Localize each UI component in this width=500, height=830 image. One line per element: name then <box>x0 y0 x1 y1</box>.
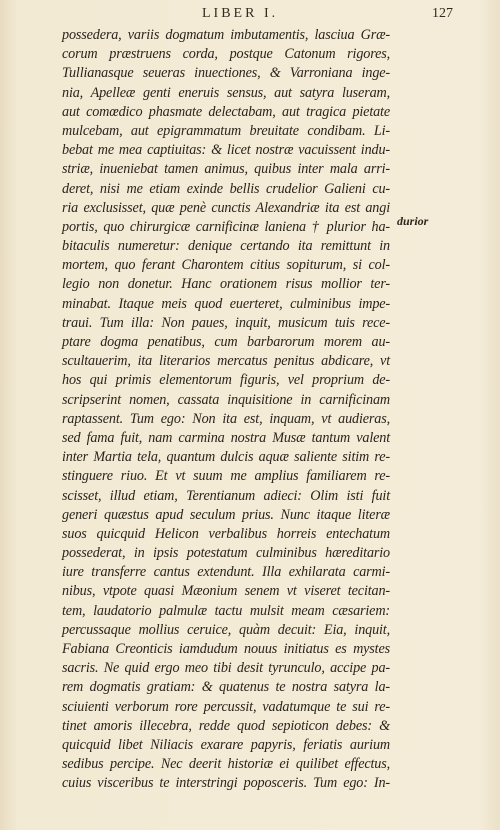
text-line: raptassent. Tum ego: Non ita est, inquam, vt audieras, <box>62 410 390 427</box>
text-line: nia, Apelleæ genti eneruis sensus, aut satyra luseram, <box>62 84 390 101</box>
text-line: mulcebam, aut epigrammatum breuitate condibam. Li- <box>62 122 390 139</box>
text-line: rem dogmatis gratiam: & quatenus te nostra satyra la- <box>62 679 390 696</box>
text-line: Tullianasque seueras inuectiones, & Varroniana inge- <box>62 65 390 82</box>
text-line: possedera, variis dogmatum imbutamentis, lasciua Græ- <box>62 27 390 43</box>
text-line: legio non donetur. Hanc orationem risus mollior ter- <box>62 276 390 293</box>
page-header <box>0 4 500 24</box>
text-line: sciuienti verborum rore percussit, vadatumque te sui re- <box>62 698 390 715</box>
text-line: quicquid libet Niliacis exarare papyris, feriatis aurium <box>62 736 390 753</box>
text-line: hos qui primis elementorum figuris, vel proprium de- <box>62 372 390 389</box>
text-line: scultauerim, ita literarios mercatus penitus abdicare, vt <box>62 353 390 370</box>
text-line: portis, quo chirurgicæ carnificinæ laniena † plurior ha- <box>62 218 390 235</box>
running-head: LIBER I. <box>202 6 279 21</box>
text-line: traui. Tum illa: Non paues, inquit, musicum tuis rece- <box>62 314 390 331</box>
text-line: suos quicquid Helicon verbalibus horreis entechatum <box>62 525 390 542</box>
text-line: sed fama fuit, nam carmina nostra Musæ tantum valent <box>62 429 390 446</box>
text-line: aut comœdico phasmate delectabam, aut tragica pietate <box>62 103 390 120</box>
text-line: bitaculis numeretur: denique certando ita remittunt in <box>62 238 390 255</box>
text-line: sedibus percipe. Nec deerit historiæ ei quilibet effectus, <box>62 756 390 773</box>
text-line: scisset, illud etiam, Terentianum adieci: Olim isti fuit <box>62 487 390 504</box>
text-line: Fabiana Creonticis iamdudum nouus initiatus es mystes <box>62 641 390 657</box>
marginal-note: durior <box>397 214 429 228</box>
text-line: striæ, inueniebat tamen animus, quibus inter mala arri- <box>62 161 390 178</box>
text-line: corum præstruens corda, postque Catonum rigores, <box>62 46 390 63</box>
body-text <box>62 26 390 794</box>
text-line: cuius visceribus te interstringi poposceris. Tum ego: In- <box>62 775 390 792</box>
text-line: ptare dogma penatibus, cum barbarorum morem au- <box>62 334 390 350</box>
text-line: stinguere riuo. Et vt suum me amplius familiarem re- <box>62 468 390 485</box>
text-line: minabat. Itaque meis quod euerteret, culminibus impe- <box>62 295 390 312</box>
page-number: 127 <box>432 6 453 21</box>
text-line: iure transferre cantus extendunt. Illa exhilarata carmi- <box>62 564 390 581</box>
text-line: bebat me mea captiuitas: & licet nostræ vacuissent indu- <box>62 142 390 159</box>
text-line: scripserint nomen, cassata inquisitione in carnificinam <box>62 391 390 408</box>
text-line: sacris. Ne quid ergo meo tibi desit tyrunculo, accipe pa- <box>62 660 390 677</box>
text-line: tem, laudatorio palmulæ tactu mulsit meam cæsariem: <box>62 602 390 619</box>
text-line: generi quæstus apud seculum prius. Nunc itaque literæ <box>62 506 390 523</box>
text-line: mortem, quo ferant Charontem citius sopiturum, si col- <box>62 257 390 274</box>
text-line: deret, nisi me etiam exinde bellis crudelior Galieni cu- <box>62 180 390 197</box>
text-line: inter Martia tela, quantum dulcis aquæ saliente sitim re- <box>62 449 390 466</box>
text-line: nibus, vtpote quasi Mæonium senem vt viseret tecitan- <box>62 583 390 600</box>
text-line: possederat, in ipsis potestatum culminibus hæreditario <box>62 545 390 562</box>
text-line: tinet amoris illecebra, redde quod sepioticon debes: & <box>62 717 390 734</box>
text-line: percussaque mollius ceruice, quàm decuit: Eia, inquit, <box>62 621 390 638</box>
text-line: ria exclusisset, quæ penè cunctis Alexandriæ ita est angi <box>62 199 390 216</box>
